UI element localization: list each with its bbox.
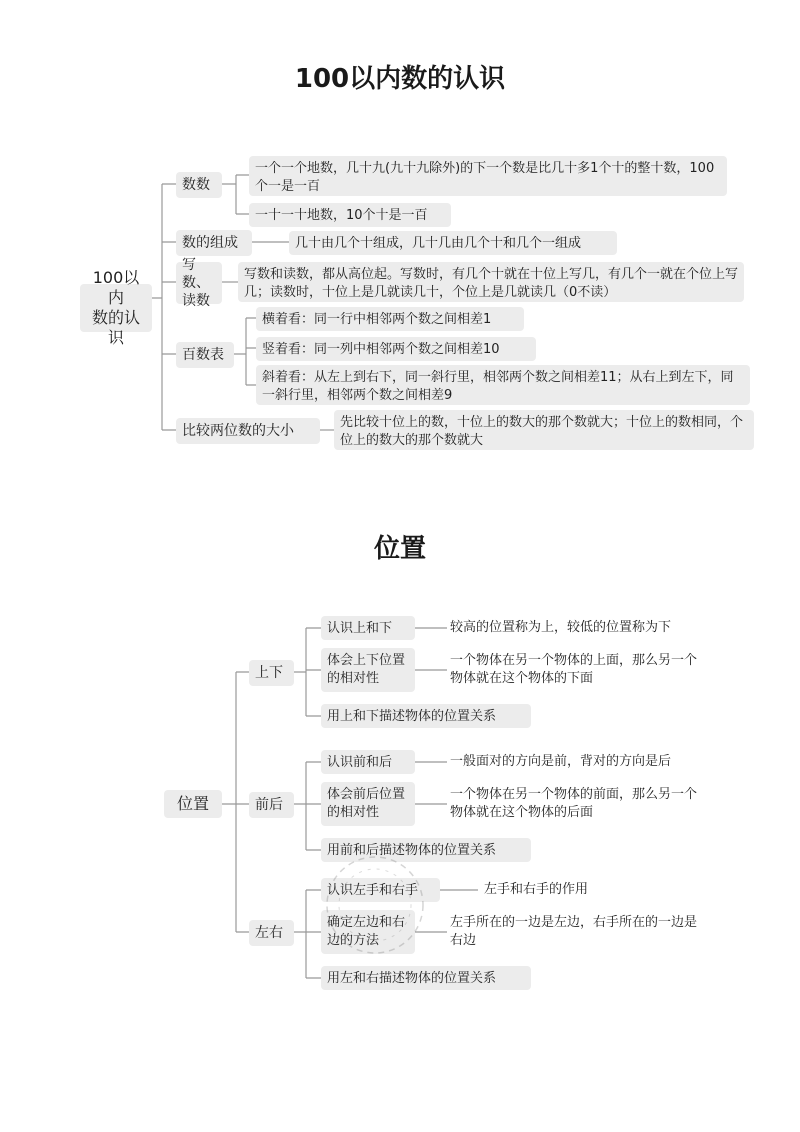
section1-title: 100以内数的认识: [294, 64, 506, 94]
frontback-item-2: 体会前后位置的相对性: [321, 782, 415, 826]
branch-hundred-chart: 百数表: [176, 342, 234, 368]
compare-detail: 先比较十位上的数，十位上的数大的那个数就大；十位上的数相同，个位上的数大的那个数就大: [334, 410, 754, 450]
root-node-position: 位置: [164, 790, 222, 818]
read-write-detail: 写数和读数，都从高位起。写数时，有几个十就在十位上写几，有几个一就在个位上写几；读数时，十位上是几就读几十，个位上是几就读几（0不读）: [238, 262, 744, 302]
updown-item-3: 用上和下描述物体的位置关系: [321, 704, 531, 728]
updown-item-1: 认识上和下: [321, 616, 415, 640]
composition-detail: 几十由几个十组成，几十几由几个十和几个一组成: [289, 231, 617, 255]
hundred-chart-vertical: 竖着看：同一列中相邻两个数之间相差10: [256, 337, 536, 361]
hundred-chart-diagonal: 斜着看：从左上到右下，同一斜行里，相邻两个数之间相差11；从右上到左下，同一斜行里，相邻两个数之间相差9: [256, 365, 750, 405]
updown-detail-1: 较高的位置称为上，较低的位置称为下: [450, 620, 672, 635]
leftright-item-1: 认识左手和右手: [321, 878, 440, 902]
hundred-chart-horizontal: 横着看：同一行中相邻两个数之间相差1: [256, 307, 524, 331]
leftright-item-2: 确定左边和右边的方法: [321, 910, 415, 954]
frontback-detail-2: 一个物体在另一个物体的前面，那么另一个物体就在这个物体的后面: [450, 787, 698, 820]
leftright-detail-1: 左手和右手的作用: [484, 882, 589, 897]
branch-count: 数数: [176, 172, 222, 198]
frontback-item-3: 用前和后描述物体的位置关系: [321, 838, 531, 862]
updown-detail-2: 一个物体在另一个物体的上面，那么另一个物体就在这个物体的下面: [450, 653, 698, 686]
section2-title: 位置: [373, 534, 426, 564]
count-detail-1: 一个一个地数，几十九(九十九除外)的下一个数是比几十多1个十的整十数，100个一是一百: [249, 156, 727, 196]
branch-left-right: 左右: [249, 920, 294, 946]
root-node-numbers: 100以内 数的认识: [80, 284, 152, 332]
branch-up-down: 上下: [249, 660, 294, 686]
branch-front-back: 前后: [249, 792, 294, 818]
frontback-item-1: 认识前和后: [321, 750, 415, 774]
leftright-detail-2: 左手所在的一边是左边，右手所在的一边是右边: [450, 915, 698, 948]
count-detail-2: 一十一十地数，10个十是一百: [249, 203, 451, 227]
watermark-stamp-icon: [300, 845, 450, 965]
branch-composition: 数的组成: [176, 230, 252, 256]
branch-compare: 比较两位数的大小: [176, 418, 320, 444]
updown-item-2: 体会上下位置的相对性: [321, 648, 415, 692]
branch-read-write: 写数、 读数: [176, 262, 222, 304]
frontback-detail-1: 一般面对的方向是前，背对的方向是后: [450, 754, 672, 769]
leftright-item-3: 用左和右描述物体的位置关系: [321, 966, 531, 990]
